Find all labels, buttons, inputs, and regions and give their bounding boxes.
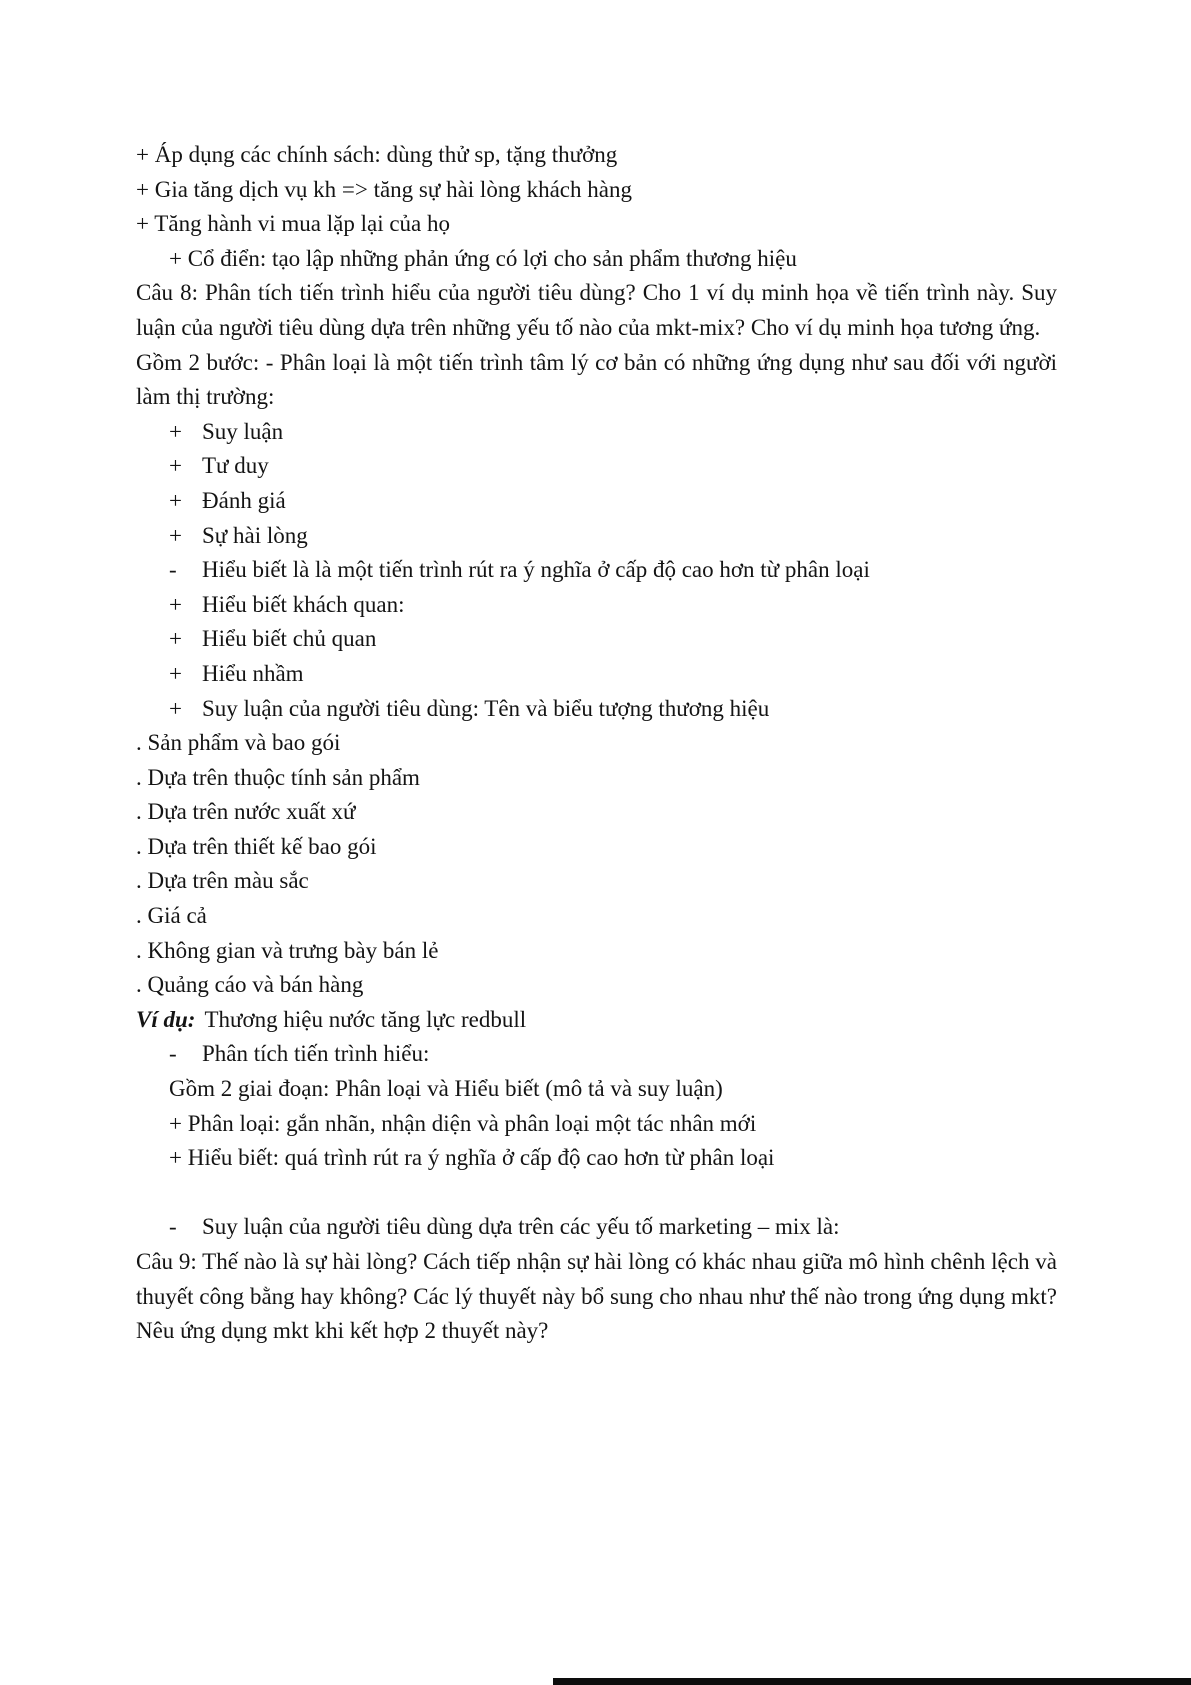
list-marker: +	[169, 453, 182, 479]
list-item-text: Hiểu biết chủ quan	[202, 626, 377, 652]
dot-item-advertising: . Quảng cáo và bán hàng	[136, 972, 364, 998]
dot-item-origin: . Dựa trên nước xuất xứ	[136, 799, 356, 825]
dot-item-color: . Dựa trên màu sắc	[136, 868, 309, 894]
list-item	[136, 657, 1057, 692]
dot-item-attributes: . Dựa trên thuộc tính sản phẩm	[136, 764, 420, 790]
paragraph-classic: + Cổ điển: tạo lập những phản ứng có lợi cho sản phẩm thương hiệu	[169, 245, 797, 271]
list-item	[136, 449, 1057, 484]
paragraph-service: + Gia tăng dịch vụ kh => tăng sự hài lòng khách hàng	[136, 176, 632, 202]
dot-item-package-design: . Dựa trên thiết kế bao gói	[136, 833, 377, 859]
list-item	[136, 1210, 1057, 1245]
paragraph-repeat-behavior: + Tăng hành vi mua lặp lại của họ	[136, 211, 451, 237]
list-item-text: Tư duy	[202, 453, 269, 479]
list-marker: +	[169, 418, 182, 444]
list-marker: +	[169, 660, 182, 686]
list-marker: -	[169, 1041, 177, 1067]
example-line	[136, 1003, 1057, 1038]
list-item	[136, 519, 1057, 554]
list-item	[136, 553, 1057, 588]
example-label: Ví dụ:	[136, 1006, 196, 1032]
list-item	[136, 588, 1057, 623]
list-marker: -	[169, 1214, 177, 1240]
list-item	[136, 484, 1057, 519]
dot-item-product-packaging: . Sản phẩm và bao gói	[136, 730, 341, 756]
paragraph-comprehension: + Hiểu biết: quá trình rút ra ý nghĩa ở cấp độ cao hơn từ phân loại	[169, 1145, 775, 1171]
paragraph-classification: + Phân loại: gắn nhãn, nhận diện và phân loại một tác nhân mới	[169, 1110, 757, 1136]
list-marker: +	[169, 487, 182, 513]
list-item-text: Suy luận	[202, 418, 284, 444]
list-marker: +	[169, 522, 182, 548]
list-item	[136, 692, 1057, 727]
list-item-text: Phân tích tiến trình hiểu:	[202, 1041, 430, 1067]
blank-line	[136, 1176, 1057, 1211]
list-item	[136, 622, 1057, 657]
list-marker: -	[169, 557, 177, 583]
list-item-text: Sự hài lòng	[202, 522, 308, 548]
page-break-bar	[553, 1678, 1191, 1685]
question-9: Câu 9: Thế nào là sự hài lòng? Cách tiếp nhận sự hài lòng có khác nhau giữa mô hình chênh lệch và thuyết công bằng hay không? Các lý thuyết này bổ sung cho nhau như thế nào trong ứng dụng mkt? Nêu ứng dụng mkt khi kết hợp 2 thuyết này?	[136, 1249, 1057, 1344]
list-item	[136, 1037, 1057, 1072]
list-marker: +	[169, 626, 182, 652]
list-item-text: Đánh giá	[202, 487, 286, 513]
list-item-text: Suy luận của người tiêu dùng dựa trên các yếu tố marketing – mix là:	[202, 1214, 840, 1240]
paragraph-two-steps: Gồm 2 bước: - Phân loại là một tiến trình tâm lý cơ bản có những ứng dụng như sau đối với người làm thị trường:	[136, 349, 1057, 410]
list-marker: +	[169, 591, 182, 617]
dot-item-retail-display: . Không gian và trưng bày bán lẻ	[136, 937, 439, 963]
paragraph-two-stages: Gồm 2 giai đoạn: Phân loại và Hiểu biết (mô tả và suy luận)	[169, 1076, 723, 1102]
dot-item-price: . Giá cả	[136, 903, 207, 929]
list-marker: +	[169, 695, 182, 721]
list-item-text: Suy luận của người tiêu dùng: Tên và biểu tượng thương hiệu	[202, 695, 770, 721]
list-item-text: Hiểu biết là là một tiến trình rút ra ý nghĩa ở cấp độ cao hơn từ phân loại	[202, 557, 870, 583]
list-item-text: Hiểu nhầm	[202, 660, 304, 686]
paragraph-policy: + Áp dụng các chính sách: dùng thử sp, tặng thưởng	[136, 142, 618, 167]
example-text: Thương hiệu nước tăng lực redbull	[204, 1006, 527, 1032]
list-item	[136, 415, 1057, 450]
question-8: Câu 8: Phân tích tiến trình hiểu của người tiêu dùng? Cho 1 ví dụ minh họa về tiến trình này. Suy luận của người tiêu dùng dựa trên những yếu tố nào của mkt-mix? Cho ví dụ minh họa tương ứng.	[136, 280, 1057, 340]
list-item-text: Hiểu biết khách quan:	[202, 591, 405, 617]
